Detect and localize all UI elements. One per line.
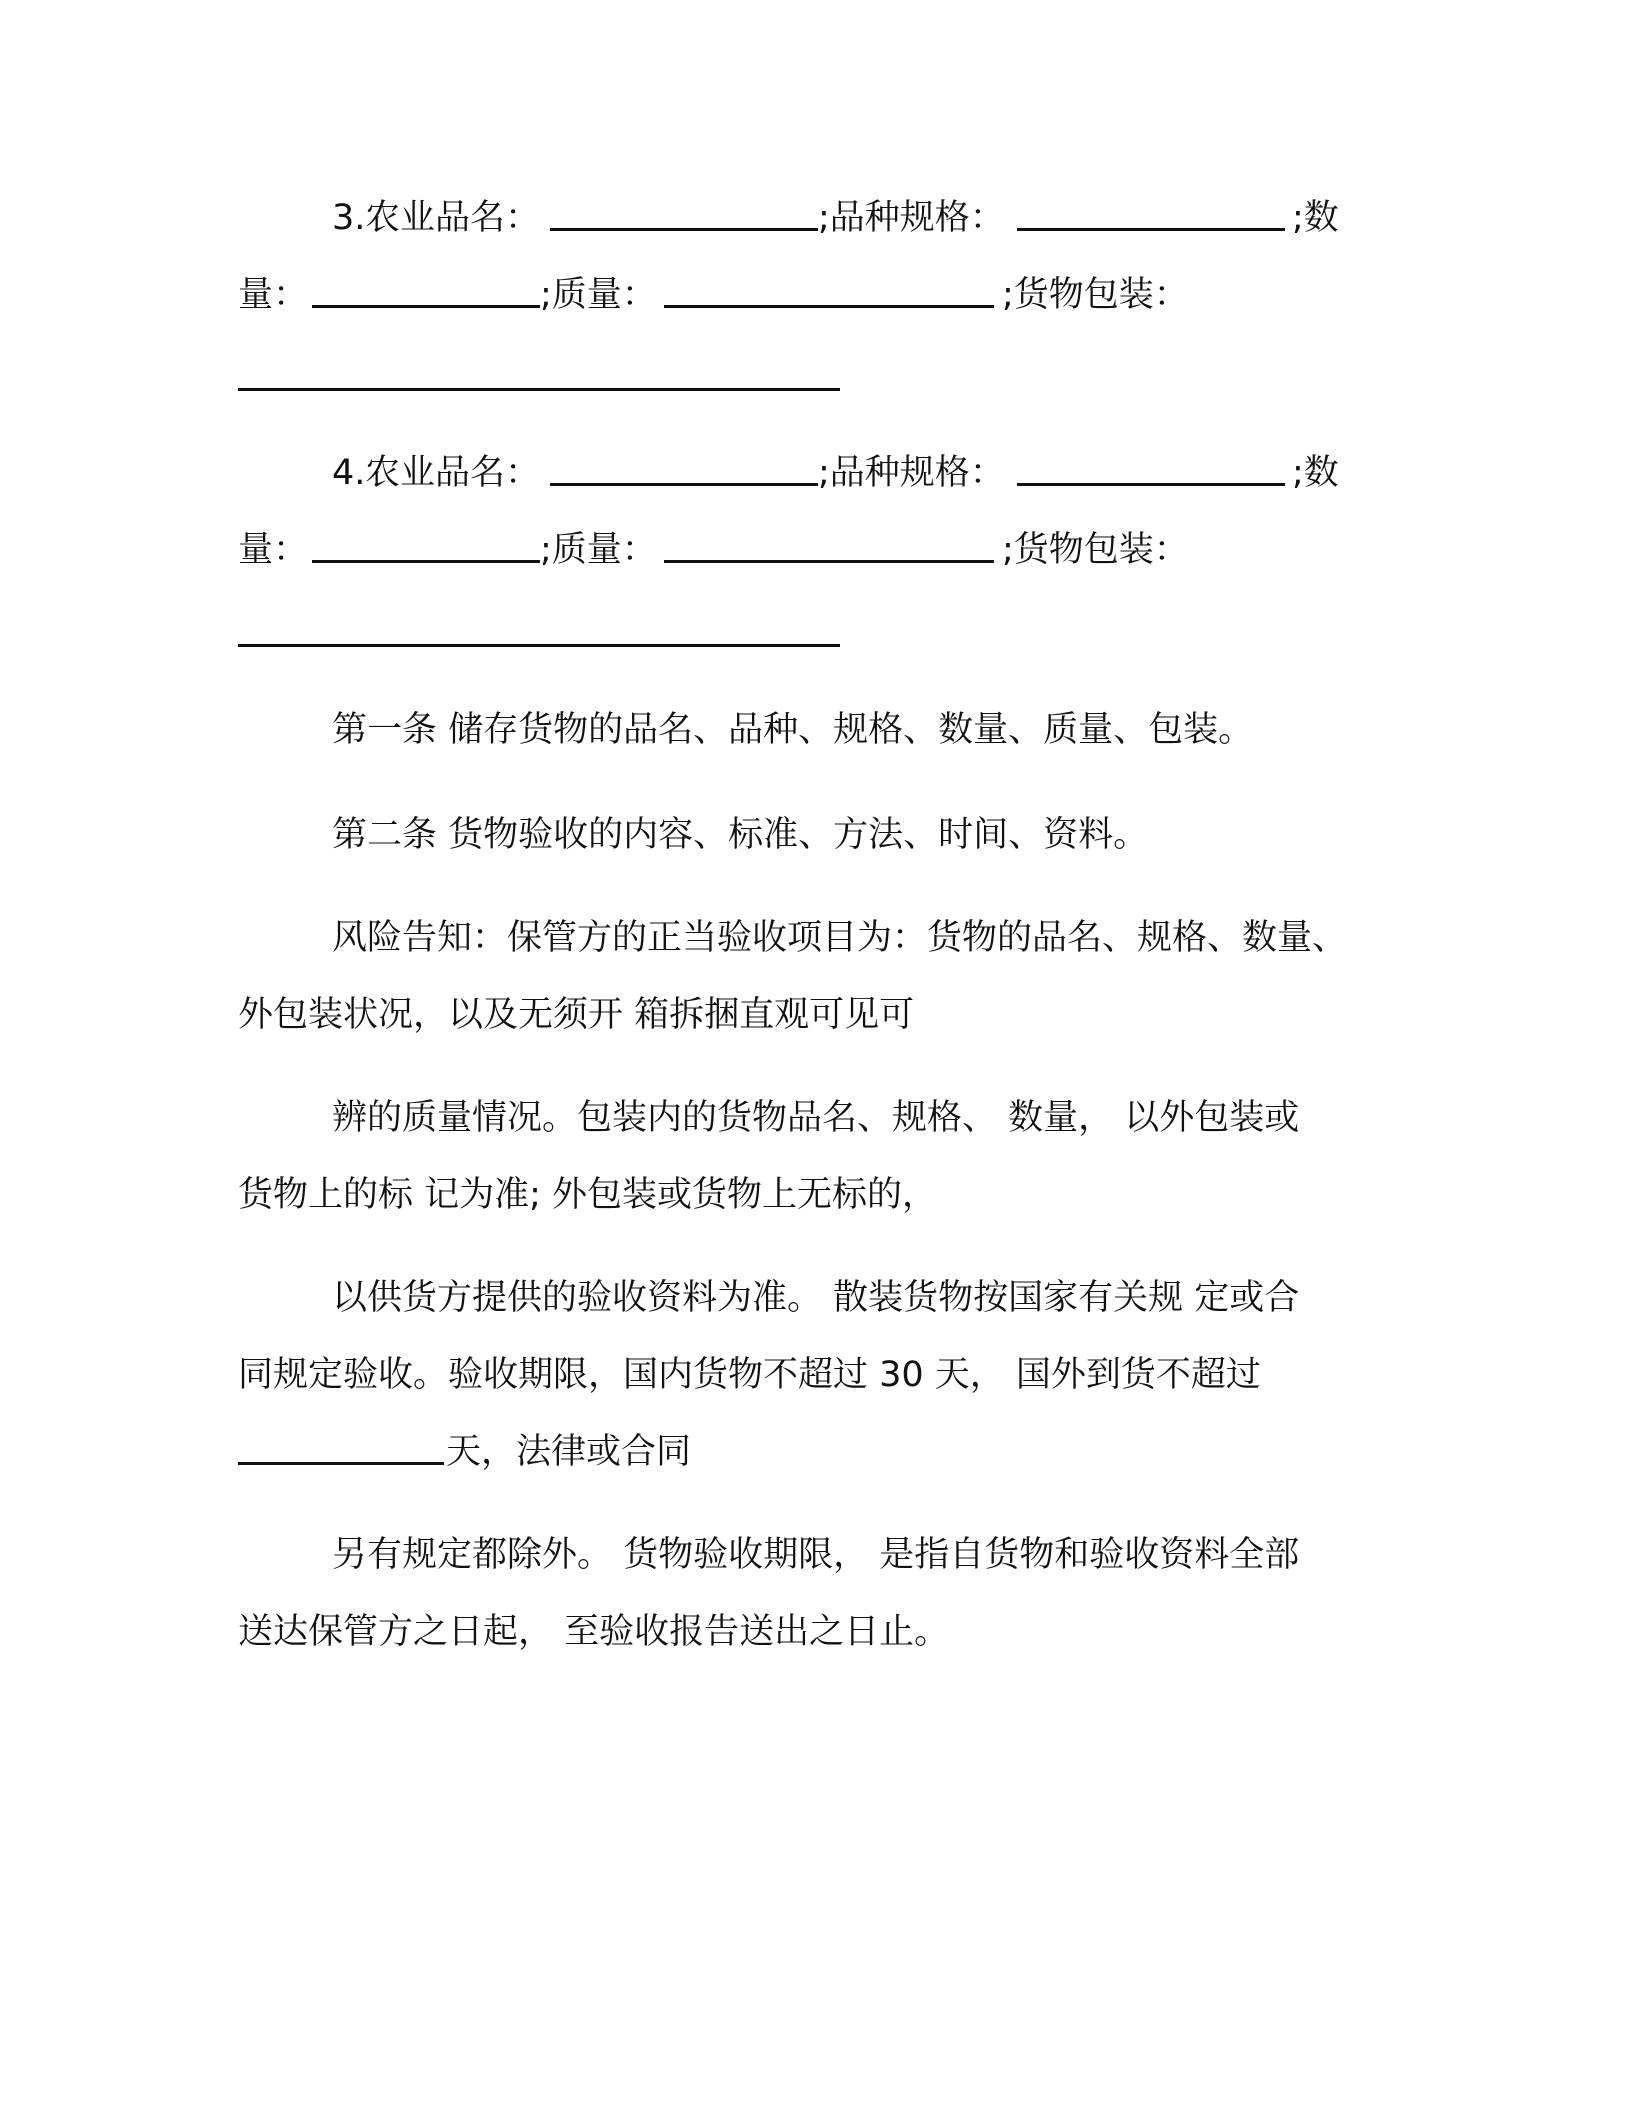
item-3-qty-label-a: ;数 [1292,198,1339,238]
item-3-pack-label: ;货物包装： [1002,275,1189,315]
risk-p2-line-1 [0,1088,1632,1148]
risk-p1-line-2-text: 外包装状况，以及无须开 箱拆捆直观可见可 [238,995,915,1035]
risk-p2-line-2-text: 货物上的标 记为准; 外包装或货物上无标的， [238,1175,938,1215]
article-1-text: 第一条 储存货物的品名、品种、规格、数量、质量、包装。 [332,710,1254,750]
item-4-pack-label: ;货物包装： [1002,530,1189,570]
item-3-line-1 [0,188,1632,248]
item-4-qty-blank[interactable] [312,520,540,563]
risk-p1-line-2 [0,985,1632,1045]
item-3-qty-blank[interactable] [312,265,540,308]
article-2 [0,805,1632,865]
risk-p4-line-2-text: 送达保管方之日起， 至验收报告送出之日止。 [238,1612,950,1652]
risk-p3-line-3-text: 天，法律或合同 [446,1432,692,1472]
item-4-line-3 [0,604,1632,664]
item-4-name-label: 农业品名： [365,453,541,493]
item-3-pack-blank[interactable] [238,348,840,391]
risk-p3-line-2 [0,1345,1632,1405]
item-4-name-blank[interactable] [550,443,818,486]
item-4-qty-label-b: 量： [238,530,309,570]
item-4-line-2 [0,520,1632,580]
item-4-line-1 [0,443,1632,503]
risk-p3-line-1 [0,1268,1632,1328]
risk-p2-line-2 [0,1165,1632,1225]
risk-p4-line-1-text: 另有规定都除外。 货物验收期限， 是指自货物和验收资料全部 [332,1535,1300,1575]
risk-p4-line-1 [0,1525,1632,1585]
item-3-qty-label-b: 量： [238,275,309,315]
item-3-name-blank[interactable] [550,188,818,231]
article-2-text: 第二条 货物验收的内容、标准、方法、时间、资料。 [332,815,1149,855]
item-3-spec-label: ;品种规格： [818,198,1005,238]
item-4-quality-blank[interactable] [664,520,994,563]
risk-p4-line-2 [0,1602,1632,1662]
risk-p3-line-2-text: 同规定验收。验收期限，国内货物不超过 30 天， 国外到货不超过 [238,1355,1261,1395]
item-4-spec-blank[interactable] [1017,443,1285,486]
item-4-spec-label: ;品种规格： [818,453,1005,493]
risk-p3-line-3 [0,1422,1632,1482]
foreign-days-blank[interactable] [238,1422,444,1465]
item-3-name-label: 农业品名： [365,198,541,238]
item-4-pack-blank[interactable] [238,604,840,647]
item-3-line-3 [0,348,1632,408]
item-3-line-2 [0,265,1632,325]
item-4-qty-label-a: ;数 [1292,453,1339,493]
risk-p2-line-1-text: 辨的质量情况。包装内的货物品名、规格、 数量， 以外包装或 [332,1098,1300,1138]
risk-p1-line-1-text: 风险告知：保管方的正当验收项目为：货物的品名、规格、数量、 [332,918,1348,958]
item-4-number: 4. [332,453,366,493]
item-3-number: 3. [332,198,366,238]
article-1 [0,700,1632,760]
risk-p3-line-1-text: 以供货方提供的验收资料为准。 散装货物按国家有关规 定或合 [332,1278,1300,1318]
item-3-quality-blank[interactable] [664,265,994,308]
item-4-quality-label: ;质量： [540,530,657,570]
item-3-spec-blank[interactable] [1017,188,1285,231]
item-3-quality-label: ;质量： [540,275,657,315]
risk-p1-line-1 [0,908,1632,968]
